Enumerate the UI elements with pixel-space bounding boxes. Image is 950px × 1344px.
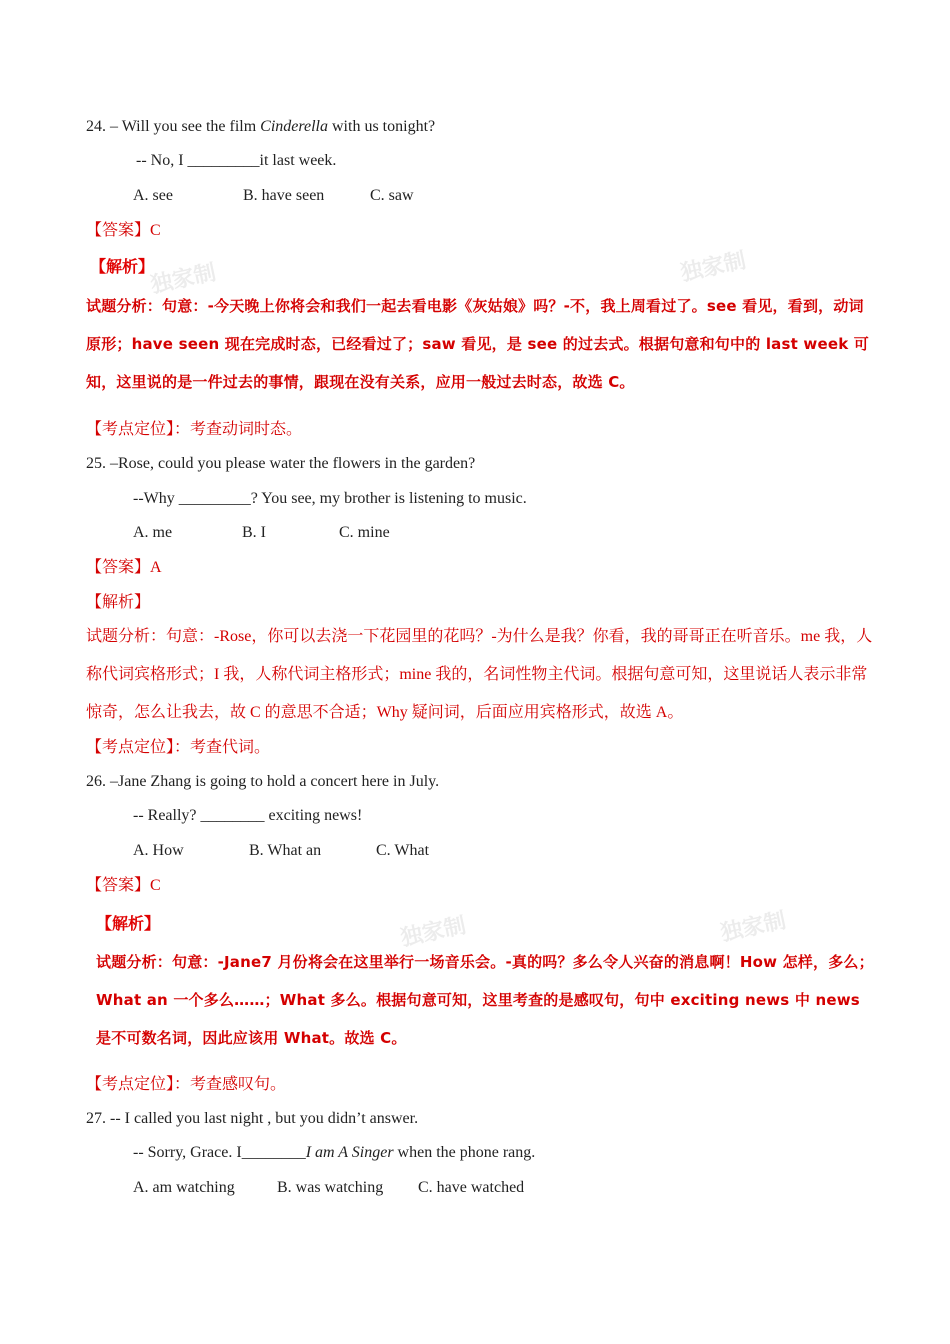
kaodian-26: 【考点定位】：考查感叹句。 [86,1076,287,1093]
option-a: A. am watching [133,1179,235,1196]
question-26-prompt: 26. –Jane Zhang is going to hold a concert here in July. [86,773,440,790]
analysis-label-24: 【解析】 [90,259,155,276]
response-text: -- Sorry, Grace. I________ [133,1144,306,1161]
question-text: 24. – Will you see the film [86,118,261,135]
answer-24: 【答案】C [86,222,161,239]
question-24-response: -- No, I _________it last week. [136,152,337,169]
question-24-prompt [86,117,435,137]
show-title: I am A Singer [305,1144,394,1161]
analysis-label-26: 【解析】 [96,916,161,933]
kaodian-24: 【考点定位】：考查动词时态。 [86,421,303,438]
answer-25: 【答案】A [86,559,162,576]
watermark: 独家制 [678,248,749,287]
option-b: B. What an [249,842,322,859]
option-b: B. was watching [277,1179,384,1196]
option-c: C. What [376,842,430,859]
analysis-26: 试题分析：句意：-Jane7 月份将会在这里举行一场音乐会。-真的吗？多么令人兴奋的消息啊！How 怎样，多么；What an 一个多么……；What 多么。根据句意可知，这里考查的是感叹句，句中 exciting news 中 news 是不可数名词，因此应该用 What。故选 C。 [96,953,874,1047]
question-26-response: -- Really? ________ exciting news! [133,807,363,824]
option-c: C. mine [339,524,390,541]
option-a: A. How [133,842,184,859]
question-24-options [133,186,414,206]
option-a: A. see [133,187,173,204]
option-c: C. have watched [418,1179,525,1196]
watermark: 独家制 [148,260,219,299]
question-25-options [133,523,390,543]
question-27-options [133,1178,524,1198]
answer-26: 【答案】C [86,877,161,894]
question-27-prompt: 27. -- I called you last night , but you didn’t answer. [86,1110,419,1127]
watermark: 独家制 [718,908,789,947]
question-25-prompt: 25. –Rose, could you please water the flowers in the garden? [86,455,476,472]
question-25-response: --Why _________? You see, my brother is listening to music. [133,490,527,507]
question-27-response [133,1143,535,1163]
option-c: C. saw [370,187,414,204]
analysis-label-25: 【解析】 [86,594,151,611]
option-b: B. I [242,524,266,541]
question-26-options [133,841,429,861]
question-text-end: with us tonight? [328,118,436,135]
watermark: 独家制 [398,913,469,952]
film-title: Cinderella [260,118,328,135]
option-b: B. have seen [243,187,325,204]
kaodian-25: 【考点定位】：考查代词。 [86,739,271,756]
option-a: A. me [133,524,173,541]
analysis-25: 试题分析：句意：-Rose，你可以去浇一下花园里的花吗？-为什么是我？你看，我的哥哥正在听音乐。me 我，人称代词宾格形式；I 我，人称代词主格形式；mine 我的，名词性物主代词。根据句意可知，这里说话人表示非常惊奇，怎么让我去，故 C 的意思不合适；Why 疑问词，后面应用宾格形式，故选 A。 [86,628,873,721]
analysis-24: 试题分析：句意：-今天晚上你将会和我们一起去看电影《灰姑娘》吗？-不，我上周看过了。see 看见，看到，动词原形；have seen 现在完成时态，已经看过了；saw 看见，是 see 的过去式。根据句意和句中的 last week 可知，这里说的是一件过去的事情，跟现在没有关系，应用一般过去时态，故选 C。 [86,297,870,391]
response-text-end: when the phone rang. [393,1144,536,1161]
